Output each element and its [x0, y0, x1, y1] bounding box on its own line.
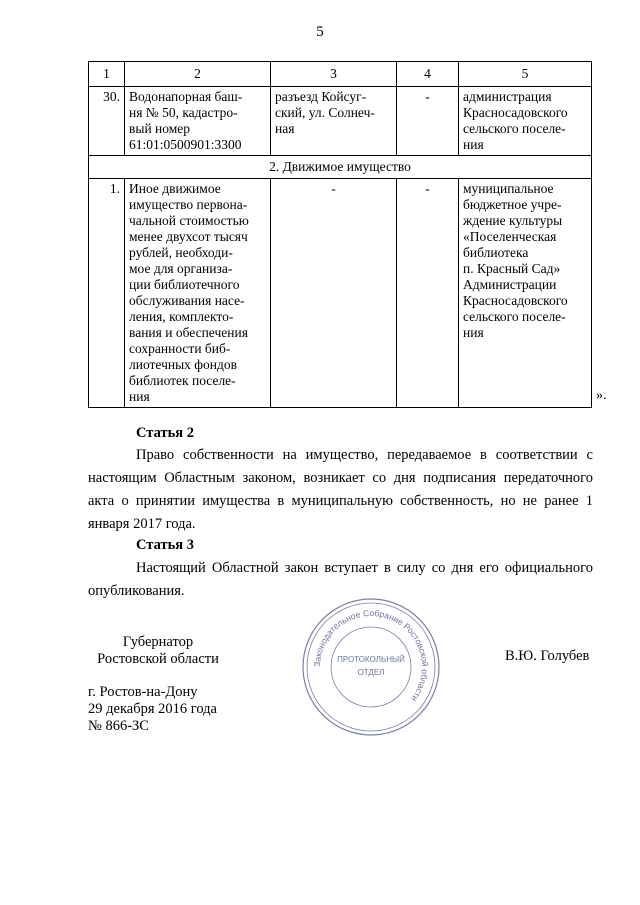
- signing-date: 29 декабря 2016 года: [88, 701, 217, 717]
- header-cell-1: 1: [89, 62, 125, 87]
- governor-name: В.Ю. Голубев: [505, 648, 590, 664]
- governor-title: [88, 634, 228, 668]
- official-seal: [300, 596, 442, 738]
- seal-center-ring: [331, 627, 411, 707]
- article-3-text: Настоящий Областной закон вступает в силу со дня его официального опубликования.: [88, 560, 593, 599]
- signing-place: г. Ростов-на-Дону: [88, 684, 198, 700]
- article-3-title: Статья 3: [136, 537, 194, 553]
- row-number: 1.: [89, 179, 125, 408]
- article-2-title: Статья 2: [136, 425, 194, 441]
- closing-quote: ».: [596, 388, 607, 403]
- property-recipient: муниципальное бюджетное учре- ждение культуры «Поселенческая библиотека п. Красный Сад» Администрации Красносадовского сельского поселе- ния: [459, 179, 592, 408]
- section-row: [89, 156, 592, 179]
- seal-center-line2: ОТДЕЛ: [357, 668, 385, 677]
- property-characteristics: -: [397, 179, 459, 408]
- article-2-text: Право собственности на имущество, передаваемое в соответствии с настоящим Областным законом, возникает со дня подписания передаточного акта о принятии имущества в муниципальную собственность, но не ранее 1 января 2017 года.: [88, 447, 593, 532]
- property-name: Иное движимое имущество первона- чальной стоимостью менее двухсот тысяч рублей, необходи- мое для организа- ции библиотечного обслуживания насе- ления, комплекто- вания и обеспечения сохранности биб- лиотечных фондов библиотек поселе- ния: [125, 179, 271, 408]
- header-cell-4: 4: [397, 62, 459, 87]
- property-table: [88, 61, 592, 408]
- header-cell-5: 5: [459, 62, 592, 87]
- table-row: [89, 87, 592, 156]
- row-number: 30.: [89, 87, 125, 156]
- governor-title-line2: Ростовской области: [97, 651, 219, 667]
- header-cell-3: 3: [271, 62, 397, 87]
- property-name: Водонапорная баш- ня № 50, кадастро- вый номер 61:01:0500901:3300: [125, 87, 271, 156]
- header-cell-2: 2: [125, 62, 271, 87]
- seal-ring-text: Законодательное Собрание Ростовской области: [311, 607, 431, 704]
- page-number: 5: [316, 24, 324, 40]
- seal-center-line1: ПРОТОКОЛЬНЫЙ: [337, 655, 405, 664]
- signing-details: [88, 684, 217, 735]
- governor-title-line1: Губернатор: [122, 634, 194, 650]
- property-recipient: администрация Красносадовского сельского поселе- ния: [459, 87, 592, 156]
- seal-outer-ring: [303, 599, 439, 735]
- table-header-row: [89, 62, 592, 87]
- property-address: разъезд Койсуг- ский, ул. Солнеч- ная: [271, 87, 397, 156]
- law-number: № 866-ЗС: [88, 718, 149, 734]
- section-title: 2. Движимое имущество: [89, 156, 592, 179]
- property-characteristics: -: [397, 87, 459, 156]
- property-address: -: [271, 179, 397, 408]
- seal-inner-ring: [307, 603, 435, 731]
- table-row: [89, 179, 592, 408]
